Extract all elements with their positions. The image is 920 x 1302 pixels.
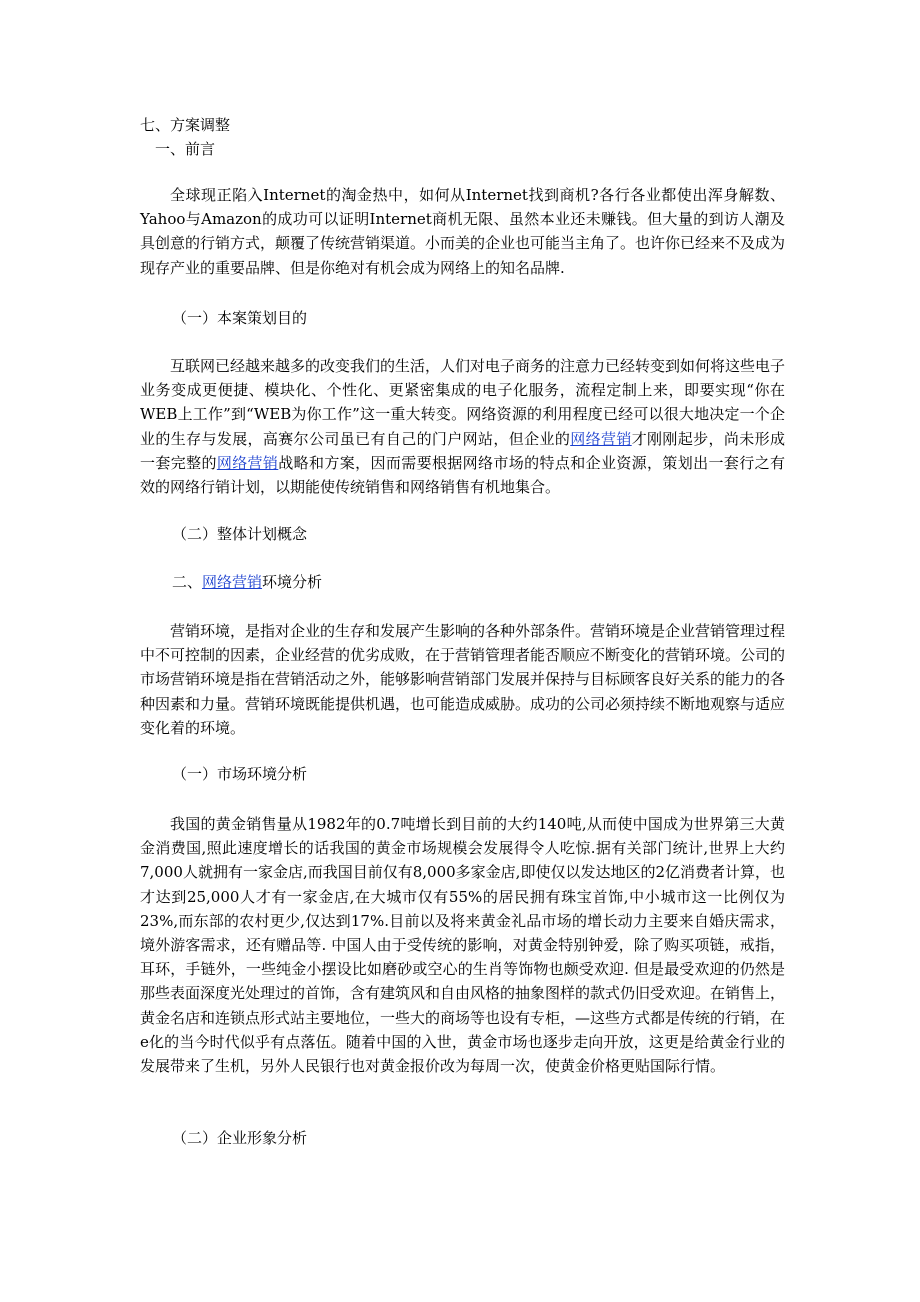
paragraph-purpose-text-c: 战略和方案，因而需要根据网络市场的特点和企业资源，策划出一套行之有效的网络行销计划，以期能使传统销售和网络销售有机地集合。	[140, 453, 785, 497]
paragraph-purpose	[140, 354, 785, 499]
paragraph-market: 我国的黄金销售量从1982年的0.7吨增长到目前的大约140吨,从而使中国成为世界第三大黄金消费国,照此速度增长的话我国的黄金市场规模会发展得令人吃惊.据有关部门统计,世界上大约7,000人就拥有一家金店,而我国目前仅有8,000多家金店,即使仅以发达地区的2亿消费者计算，也才达到25,000人才有一家金店,在大城市仅有55%的居民拥有珠宝首饰,中小城市这一比例仅为23%,而东部的农村更少,仅达到17%.目前以及将来黄金礼品市场的增长动力主要来自婚庆需求，境外游客需求，还有赠品等. 中国人由于受传统的影响，对黄金特别钟爱，除了购买项链，戒指，耳环，手链外，一些纯金小摆设比如磨砂或空心的生肖等饰物也颇受欢迎. 但是最受欢迎的仍然是那些表面深度光处理过的首饰，含有建筑风和自由风格的抽象图样的款式仍旧受欢迎。在销售上，黄金名店和连锁点形式站主要地位，一些大的商场等也设有专柜，—这些方式都是传统的行销，在e化的当今时代似乎有点落伍。随着中国的入世，黄金市场也逐步走向开放，这更是给黄金行业的发展带来了生机，另外人民银行也对黄金报价改为每周一次，使黄金价格更贴国际行情。	[140, 815, 786, 1076]
subsection-heading-market: （一）市场环境分析	[172, 765, 308, 783]
paragraph-environment: 营销环境，是指对企业的生存和发展产生影响的各种外部条件。营销环境是企业营销管理过程中不可控制的因素，企业经营的优劣成败，在于营销管理者能否顺应不断变化的营销环境。公司的市场营销环境是指在营销活动之外，能够影响营销部门发展并保持与目标顾客良好关系的能力的各种因素和力量。营销环境既能提供机遇，也可能造成威胁。成功的公司必须持续不断地观察与适应变化着的环境。	[140, 622, 786, 737]
subsection-heading-purpose: （一）本案策划目的	[172, 309, 308, 327]
paragraph-intro: 全球现正陷入Internet的淘金热中，如何从Internet找到商机?各行各业都使出浑身解数、Yahoo与Amazon的成功可以证明Internet商机无限、虽然本业还未赚钱。但大量的到访人潮及具创意的行销方式，颠覆了传统营销渠道。小而美的企业也可能当主角了。也许你已经来不及成为现存产业的重要品牌、但是你绝对有机会成为网络上的知名品牌.	[140, 186, 786, 277]
link-network-marketing-3[interactable]: 网络营销	[202, 573, 263, 591]
section-heading-2	[172, 570, 322, 594]
paragraph-purpose-text-b: 才刚刚起步，尚未形成一套完整的	[140, 429, 785, 472]
subsection-heading-image: （二）企业形象分析	[172, 1129, 308, 1147]
section-heading-2-prefix: 二、	[172, 573, 203, 591]
section-heading-2-suffix: 环境分析	[262, 573, 323, 591]
paragraph-purpose-text-a: 互联网已经越来越多的改变我们的生活，人们对电子商务的注意力已经转变到如何将这些电子业务变成更便捷、模块化、个性化、更紧密集成的电子化服务，流程定制上来，即要实现“你在WEB上工作”到“WEB为你工作”这一重大转变。网络资源的利用程度已经可以很大地决定一个企业的生存与发展，高赛尔公司虽已有自己的门户网站，但企业的	[140, 357, 786, 448]
section-heading-1: 一、前言	[155, 140, 216, 158]
link-network-marketing-1[interactable]: 网络营销	[570, 429, 632, 448]
section-heading-7: 七、方案调整	[140, 116, 231, 134]
link-network-marketing-2[interactable]: 网络营销	[216, 453, 279, 472]
subsection-heading-concept: （二）整体计划概念	[172, 525, 308, 543]
